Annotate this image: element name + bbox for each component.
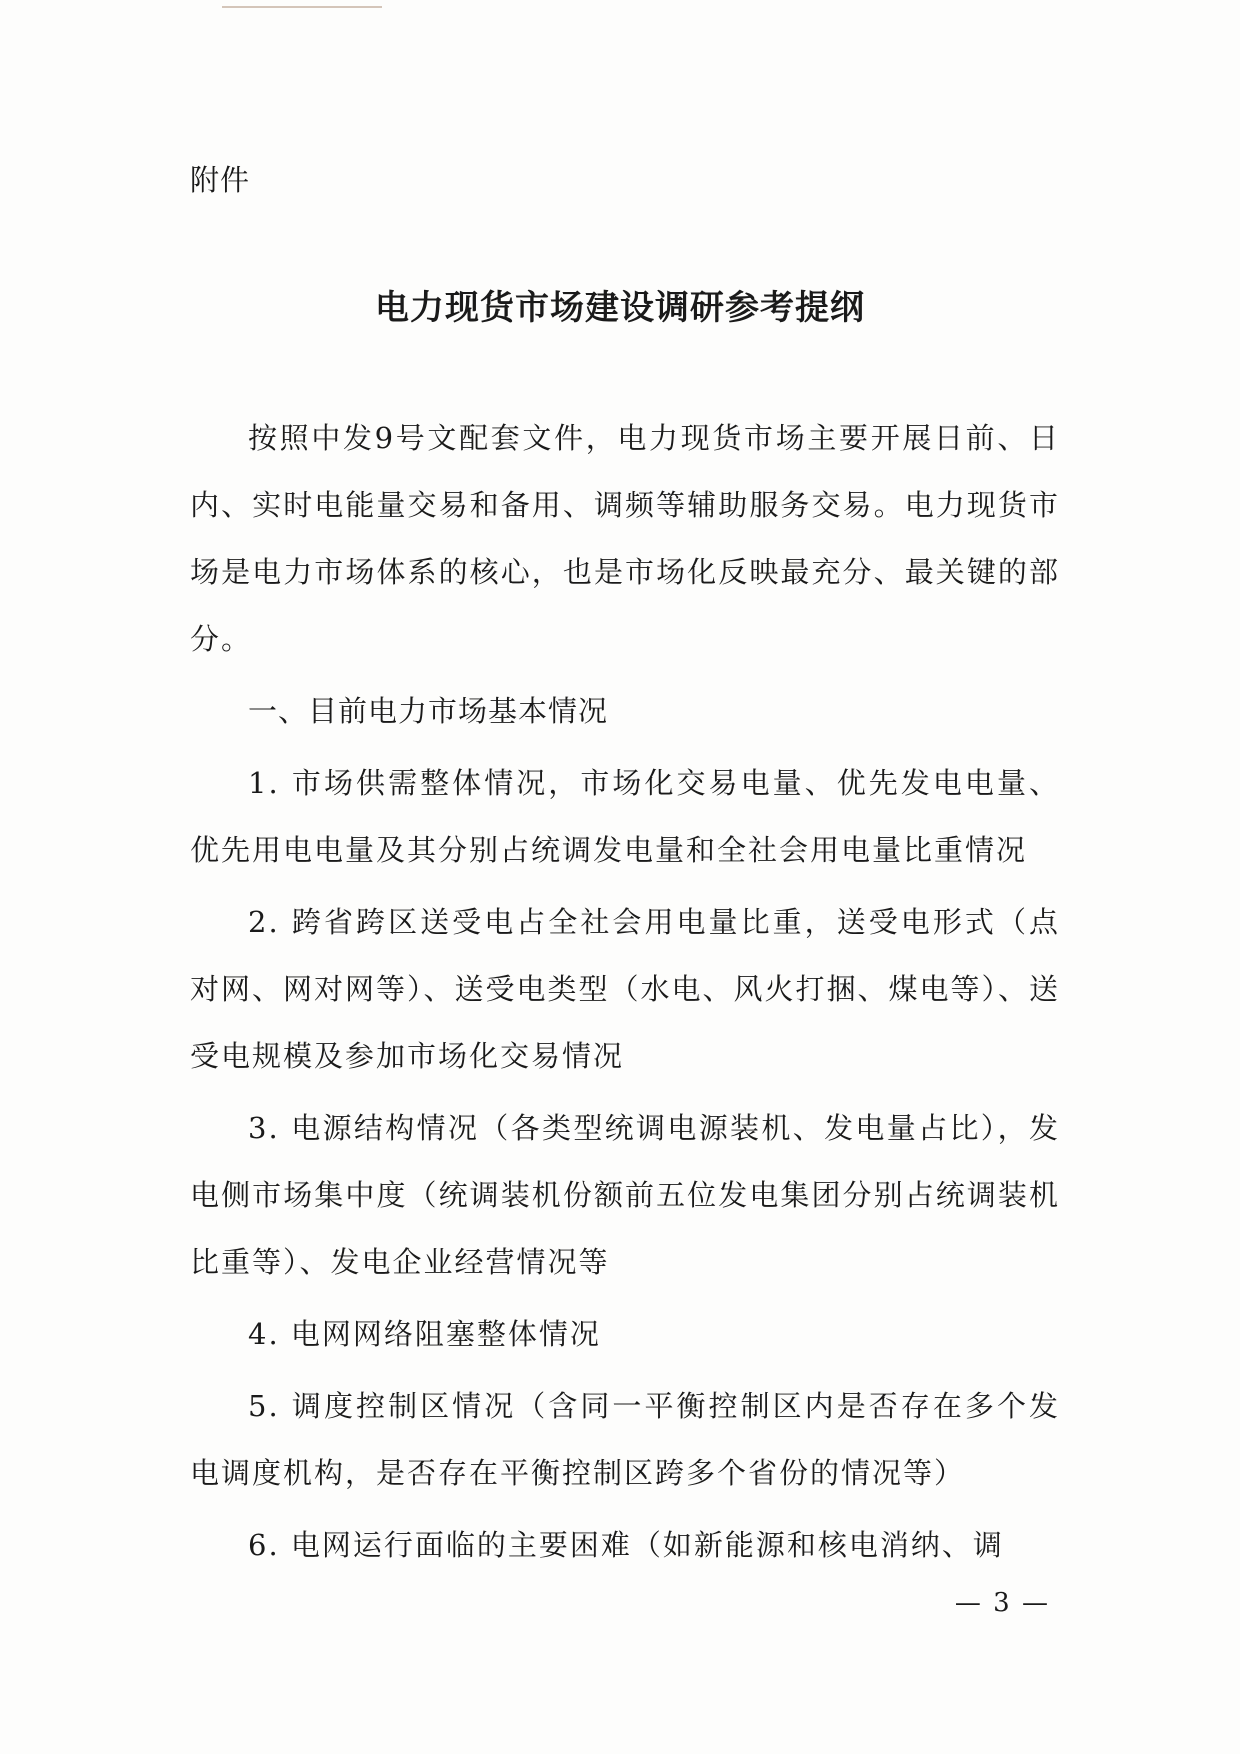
- section-heading: 一、目前电力市场基本情况: [248, 694, 609, 728]
- top-decorative-rule: [222, 6, 382, 8]
- list-item: 3. 电源结构情况（各类型统调电源装机、发电量占比），发电侧市场集中度（统调装机份额前五位发电集团分别占统调装机比重等）、发电企业经营情况等: [190, 1111, 1060, 1279]
- list-item: 6. 电网运行面临的主要困难（如新能源和核电消纳、调: [248, 1528, 1004, 1562]
- list-item: 1. 市场供需整体情况，市场化交易电量、优先发电电量、优先用电电量及其分别占统调发电量和全社会用电量比重情况: [190, 766, 1060, 867]
- document-title: 电力现货市场建设调研参考提纲: [375, 288, 865, 328]
- attachment-label: 附件: [190, 163, 251, 197]
- document-body: [190, 405, 1060, 1584]
- list-item: 5. 调度控制区情况（含同一平衡控制区内是否存在多个发电调度机构，是否存在平衡控制区跨多个省份的情况等）: [190, 1389, 1060, 1490]
- list-item: 2. 跨省跨区送受电占全社会用电量比重，送受电形式（点对网、网对网等）、送受电类型（水电、风火打捆、煤电等）、送受电规模及参加市场化交易情况: [190, 905, 1061, 1073]
- intro-paragraph: 按照中发9号文配套文件，电力现货市场主要开展日前、日内、实时电能量交易和备用、调频等辅助服务交易。电力现货市场是电力市场体系的核心，也是市场化反映最充分、最关键的部分。: [190, 421, 1060, 656]
- page-number: — 3 —: [954, 1588, 1050, 1618]
- list-item: 4. 电网网络阻塞整体情况: [248, 1317, 601, 1351]
